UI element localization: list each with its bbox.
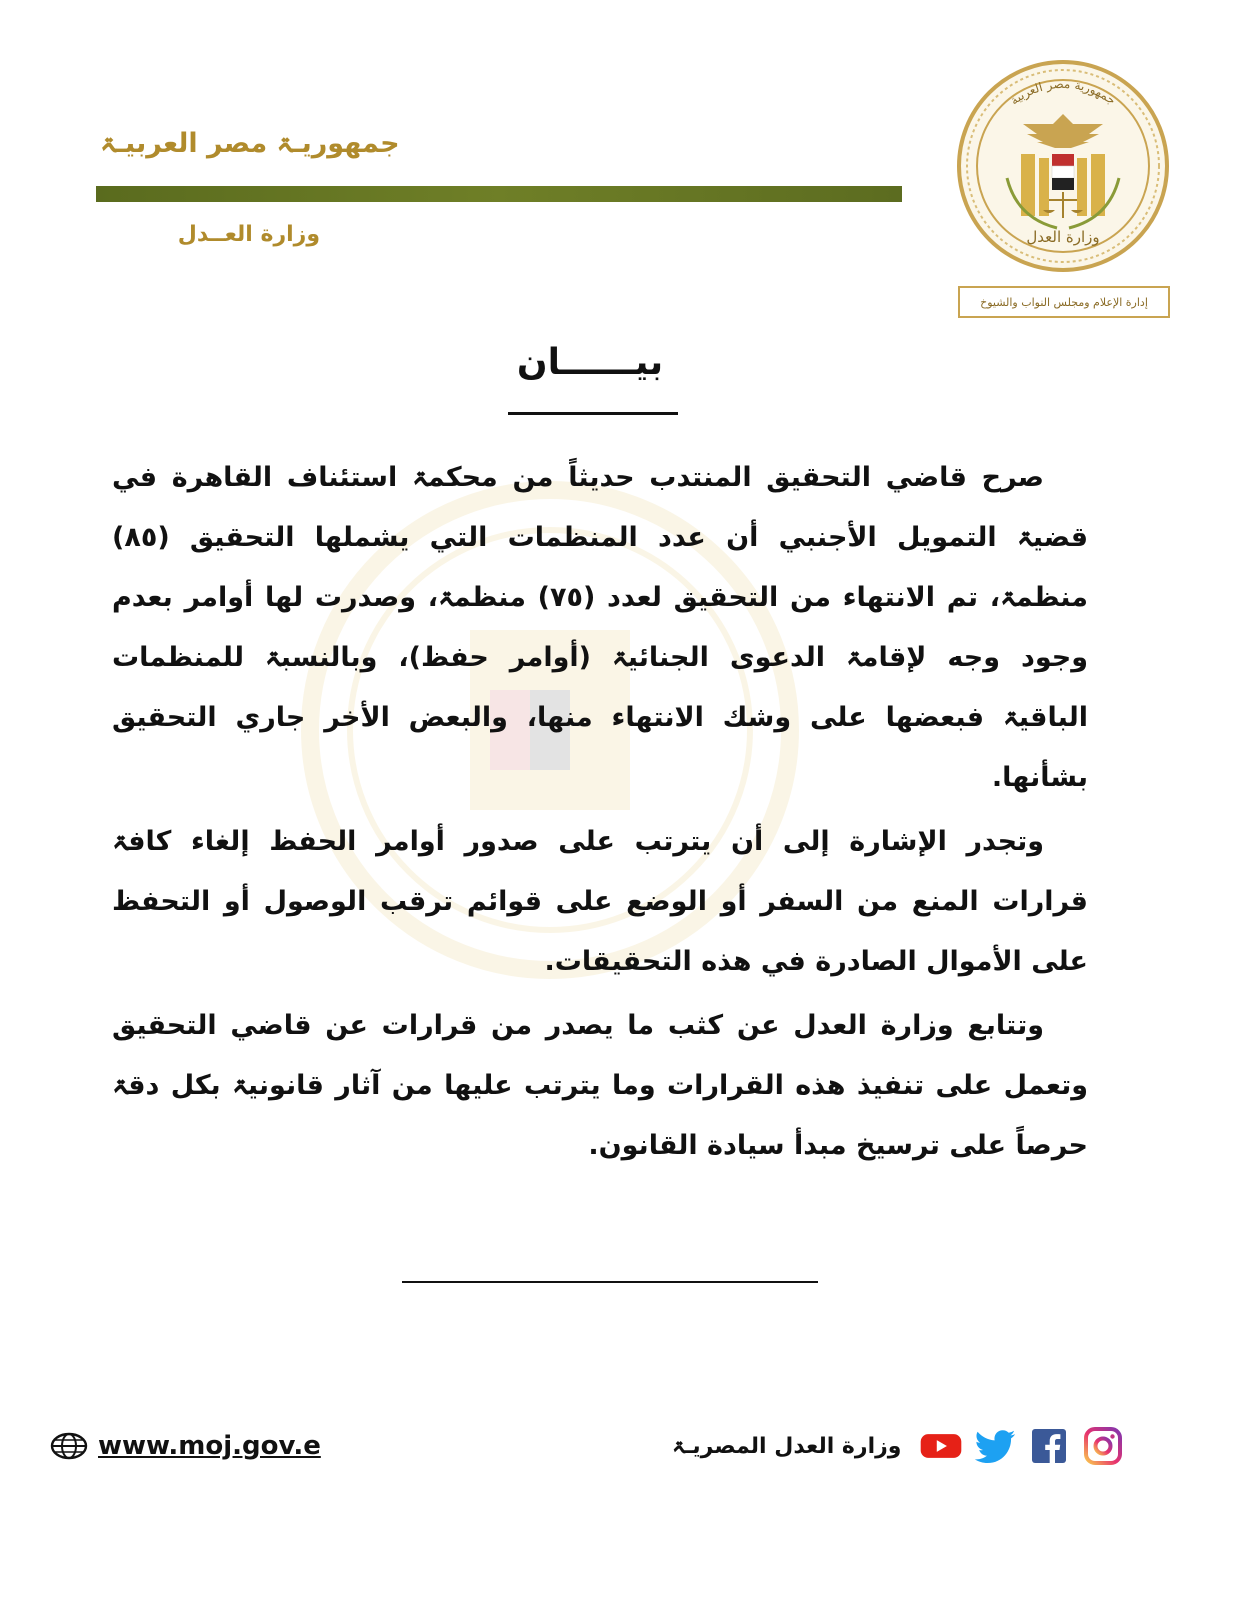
website-link[interactable]: www.moj.gov.e	[98, 1431, 321, 1461]
seal-inner-text: وزارة العدل	[1026, 228, 1100, 246]
ministry-seal-logo	[955, 58, 1171, 274]
ministry-name: وزارة العــدل	[177, 222, 320, 247]
statement-heading: بيــــــان	[516, 342, 664, 383]
seal-ring-text: جمهورية مصر العربية	[1007, 76, 1119, 108]
instagram-icon[interactable]	[1081, 1429, 1125, 1463]
footer-social	[672, 1426, 1125, 1466]
statement-body	[112, 448, 1088, 1180]
paragraph-2: وتجدر الإشارة إلى أن يترتب على صدور أوامر الحفظ إلغاء كافۃ قرارات المنع من السفر أو الوضع على قوائم ترقب الوصول أو التحفظ على الأموال الصادرة في هذه التحقيقات.	[112, 826, 1088, 977]
youtube-icon[interactable]	[919, 1429, 963, 1463]
twitter-icon[interactable]	[973, 1429, 1017, 1463]
country-name: جمهوريـۃ مصر العربيـۃ	[100, 128, 400, 159]
paragraph-1: صرح قاضي التحقيق المنتدب حديثاً من محكمۃ استئناف القاهرة في قضيۃ التمويل الأجنبي أن عدد المنظمات التي يشملها التحقيق (٨٥) منظمۃ، تم الانتهاء من التحقيق لعدد (٧٥) منظمۃ، وصدرت لها أوامر بعدم وجود وجه لإقامۃ الدعوى الجنائيۃ (أوامر حفظ)، وبالنسبۃ للمنظمات الباقيۃ فبعضها على وشك الانتهاء منها، والبعض الأخر جاري التحقيق بشأنها.	[112, 462, 1089, 793]
social-handle: وزارة العدل المصريـۃ	[672, 1433, 902, 1459]
header-divider-bar	[96, 186, 902, 202]
closing-rule	[402, 1281, 818, 1283]
footer-website[interactable]	[50, 1428, 321, 1464]
paragraph-3: وتتابع وزارة العدل عن كثب ما يصدر من قرارات عن قاضي التحقيق وتعمل على تنفيذ هذه القرارات وما يترتب عليها من آثار قانونيۃ بكل دقۃ حرصاً على ترسيخ مبدأ سيادة القانون.	[112, 1010, 1088, 1161]
heading-underline	[508, 412, 678, 415]
globe-icon	[50, 1432, 88, 1460]
facebook-icon[interactable]	[1027, 1429, 1071, 1463]
seal-caption: إدارة الإعلام ومجلس النواب والشيوخ	[958, 286, 1170, 318]
